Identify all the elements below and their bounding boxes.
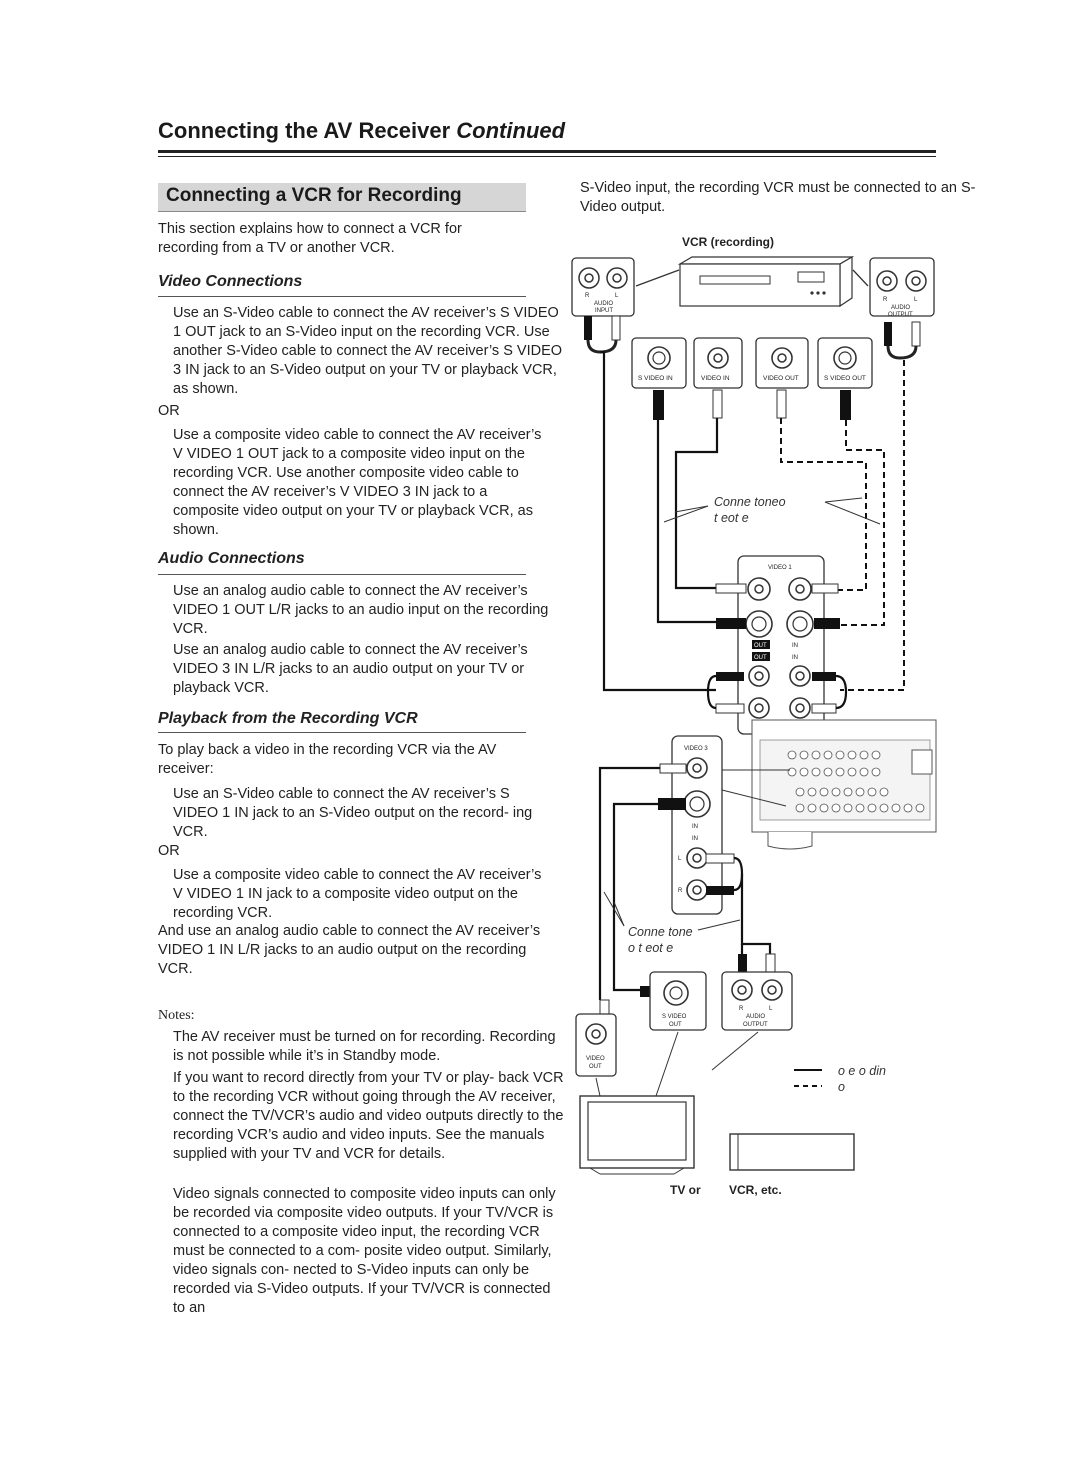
vcr-video-jacks (632, 338, 872, 388)
playback-heading: Playback from the Recording VCR (158, 710, 418, 727)
svg-text:TV or: TV or (670, 1183, 701, 1197)
svg-text:INPUT: INPUT (595, 308, 613, 314)
video-connections-p2: Use a composite video cable to connect the AV receiver’s V VIDEO 1 OUT jack to a composite video input on the recording VCR. Use another composite video cable to connect the AV receiver’s V VIDEO 3 IN jack to a composite video output on your TV or playback VCR, as shown. (173, 427, 542, 538)
page-title (158, 118, 565, 144)
section-title: Connecting a VCR for Recording (166, 185, 462, 206)
video-connections-heading: Video Connections (158, 273, 303, 290)
svg-text:VIDEO IN: VIDEO IN (701, 375, 730, 382)
vcr-audio-input-panel (572, 258, 634, 316)
title-rule-thin (158, 156, 936, 157)
tv-icon (580, 1096, 694, 1174)
vcr-etc-icon (730, 1134, 854, 1170)
video-connections-rule (158, 296, 526, 297)
svg-text:Conne toneo: Conne toneo (714, 495, 786, 509)
svg-text:o t eot e: o t eot e (628, 941, 674, 955)
playback-p2: Use a composite video cable to connect the AV receiver’s V VIDEO 1 IN jack to a composite video output on the recording VCR. (173, 867, 542, 921)
svg-text:VIDEO 1: VIDEO 1 (768, 565, 792, 571)
audio-connections-rule (158, 574, 526, 575)
svg-text:o: o (838, 1080, 845, 1094)
svg-text:L: L (914, 297, 918, 303)
receiver-video1-panel (738, 556, 824, 734)
page-title-continued: Continued (456, 118, 566, 143)
svg-text:S VIDEO OUT: S VIDEO OUT (824, 375, 866, 382)
svg-text:AUDIO: AUDIO (746, 1014, 766, 1020)
video-connections-p1: Use an S-Video cable to connect the AV receiver’s S VIDEO 1 OUT jack to an S-Video input on the recording VCR. Use another S-Video cable to connect the AV receiver’s S VIDEO 3 IN jack to an S-Video output on your TV or playback VCR, as shown. (173, 305, 563, 397)
right-column-text: S-Video input, the recording VCR must be connected to an S-Video output. (580, 180, 976, 215)
svg-text:OUTPUT: OUTPUT (888, 312, 913, 318)
receiver-rear-panel-icon (752, 720, 936, 849)
svg-text:OUT: OUT (754, 655, 767, 661)
svg-text:Conne tone: Conne tone (628, 925, 693, 939)
page-title-main: Connecting the AV Receiver (158, 118, 457, 143)
svg-text:VIDEO 3: VIDEO 3 (684, 746, 708, 752)
svg-text:R: R (678, 888, 683, 894)
svg-text:R: R (739, 1006, 744, 1012)
svg-text:IN: IN (692, 836, 698, 842)
tv-audio-output-panel (722, 972, 792, 1030)
svg-text:VCR, etc.: VCR, etc. (729, 1183, 782, 1197)
svg-text:t eot e: t eot e (714, 511, 749, 525)
tv-s-video-out-panel (650, 972, 706, 1030)
svg-text:S VIDEO IN: S VIDEO IN (638, 375, 673, 382)
connection-diagram (560, 230, 950, 1210)
notes-label: Notes: (158, 1008, 195, 1023)
svg-text:OUT: OUT (589, 1064, 602, 1070)
playback-or: OR (158, 843, 180, 859)
tv-video-out-panel (576, 1014, 616, 1076)
svg-text:L: L (769, 1006, 773, 1012)
audio-connections-heading: Audio Connections (158, 550, 305, 567)
title-rule (158, 150, 936, 153)
video-connections-or: OR (158, 403, 180, 419)
svg-text:IN: IN (792, 655, 798, 661)
svg-text:S VIDEO: S VIDEO (662, 1014, 687, 1020)
svg-text:AUDIO: AUDIO (594, 301, 614, 307)
svg-text:L: L (615, 293, 619, 299)
svg-text:VIDEO OUT: VIDEO OUT (763, 375, 799, 382)
section-intro: This section explains how to connect a VCR for recording from a TV or another VCR. (158, 221, 462, 256)
vcr-audio-output-panel (870, 258, 934, 318)
svg-text:R: R (585, 293, 590, 299)
svg-text:R: R (883, 297, 888, 303)
audio-connections-p1: Use an analog audio cable to connect the AV receiver’s VIDEO 1 OUT L/R jacks to an audio input on the recording VCR. (173, 583, 549, 637)
vcr-device-icon (680, 257, 852, 306)
note-3: Video signals connected to composite video inputs can only be recorded via composite video outputs. If your TV/VCR is connected to a composite video input, the recording VCR must be connected to a com- posite video output. Similarly, video signals con- nected to S-Video inputs can only be recorded via S-Video outputs. If your TV/VCR is connected to an (173, 1186, 556, 1316)
playback-rule (158, 732, 526, 733)
svg-text:OUT: OUT (754, 643, 767, 649)
svg-text:VIDEO: VIDEO (586, 1056, 605, 1062)
audio-connections-p2: Use an analog audio cable to connect the AV receiver’s VIDEO 3 IN L/R jacks to an audio output on your TV or playback VCR. (173, 642, 528, 696)
svg-text:OUT: OUT (669, 1022, 682, 1028)
playback-p3: And use an analog audio cable to connect the AV receiver’s VIDEO 1 IN L/R jacks to an audio output on the recording VCR. (158, 923, 541, 977)
svg-text:OUTPUT: OUTPUT (743, 1022, 768, 1028)
svg-text:o e o din: o e o din (838, 1064, 886, 1078)
svg-text:L: L (678, 856, 682, 862)
svg-text:AUDIO: AUDIO (891, 305, 911, 311)
playback-intro: To play back a video in the recording VCR via the AV receiver: (158, 742, 497, 777)
note-2: If you want to record directly from your TV or play- back VCR to the recording VCR without going through the AV receiver, connect the TV/VCR’s audio and video outputs directly to the recording VCR’s audio and video inputs. See the manuals supplied with your TV and VCR for details. (173, 1070, 564, 1162)
note-1: The AV receiver must be turned on for recording. Recording is not possible while it’s in Standby mode. (173, 1029, 556, 1064)
svg-text:IN: IN (792, 643, 798, 649)
vcr-recording-label: VCR (recording) (682, 235, 775, 249)
playback-p1: Use an S-Video cable to connect the AV receiver’s S VIDEO 1 IN jack to an S-Video output on the record- ing VCR. (173, 786, 533, 840)
svg-text:IN: IN (692, 824, 698, 830)
